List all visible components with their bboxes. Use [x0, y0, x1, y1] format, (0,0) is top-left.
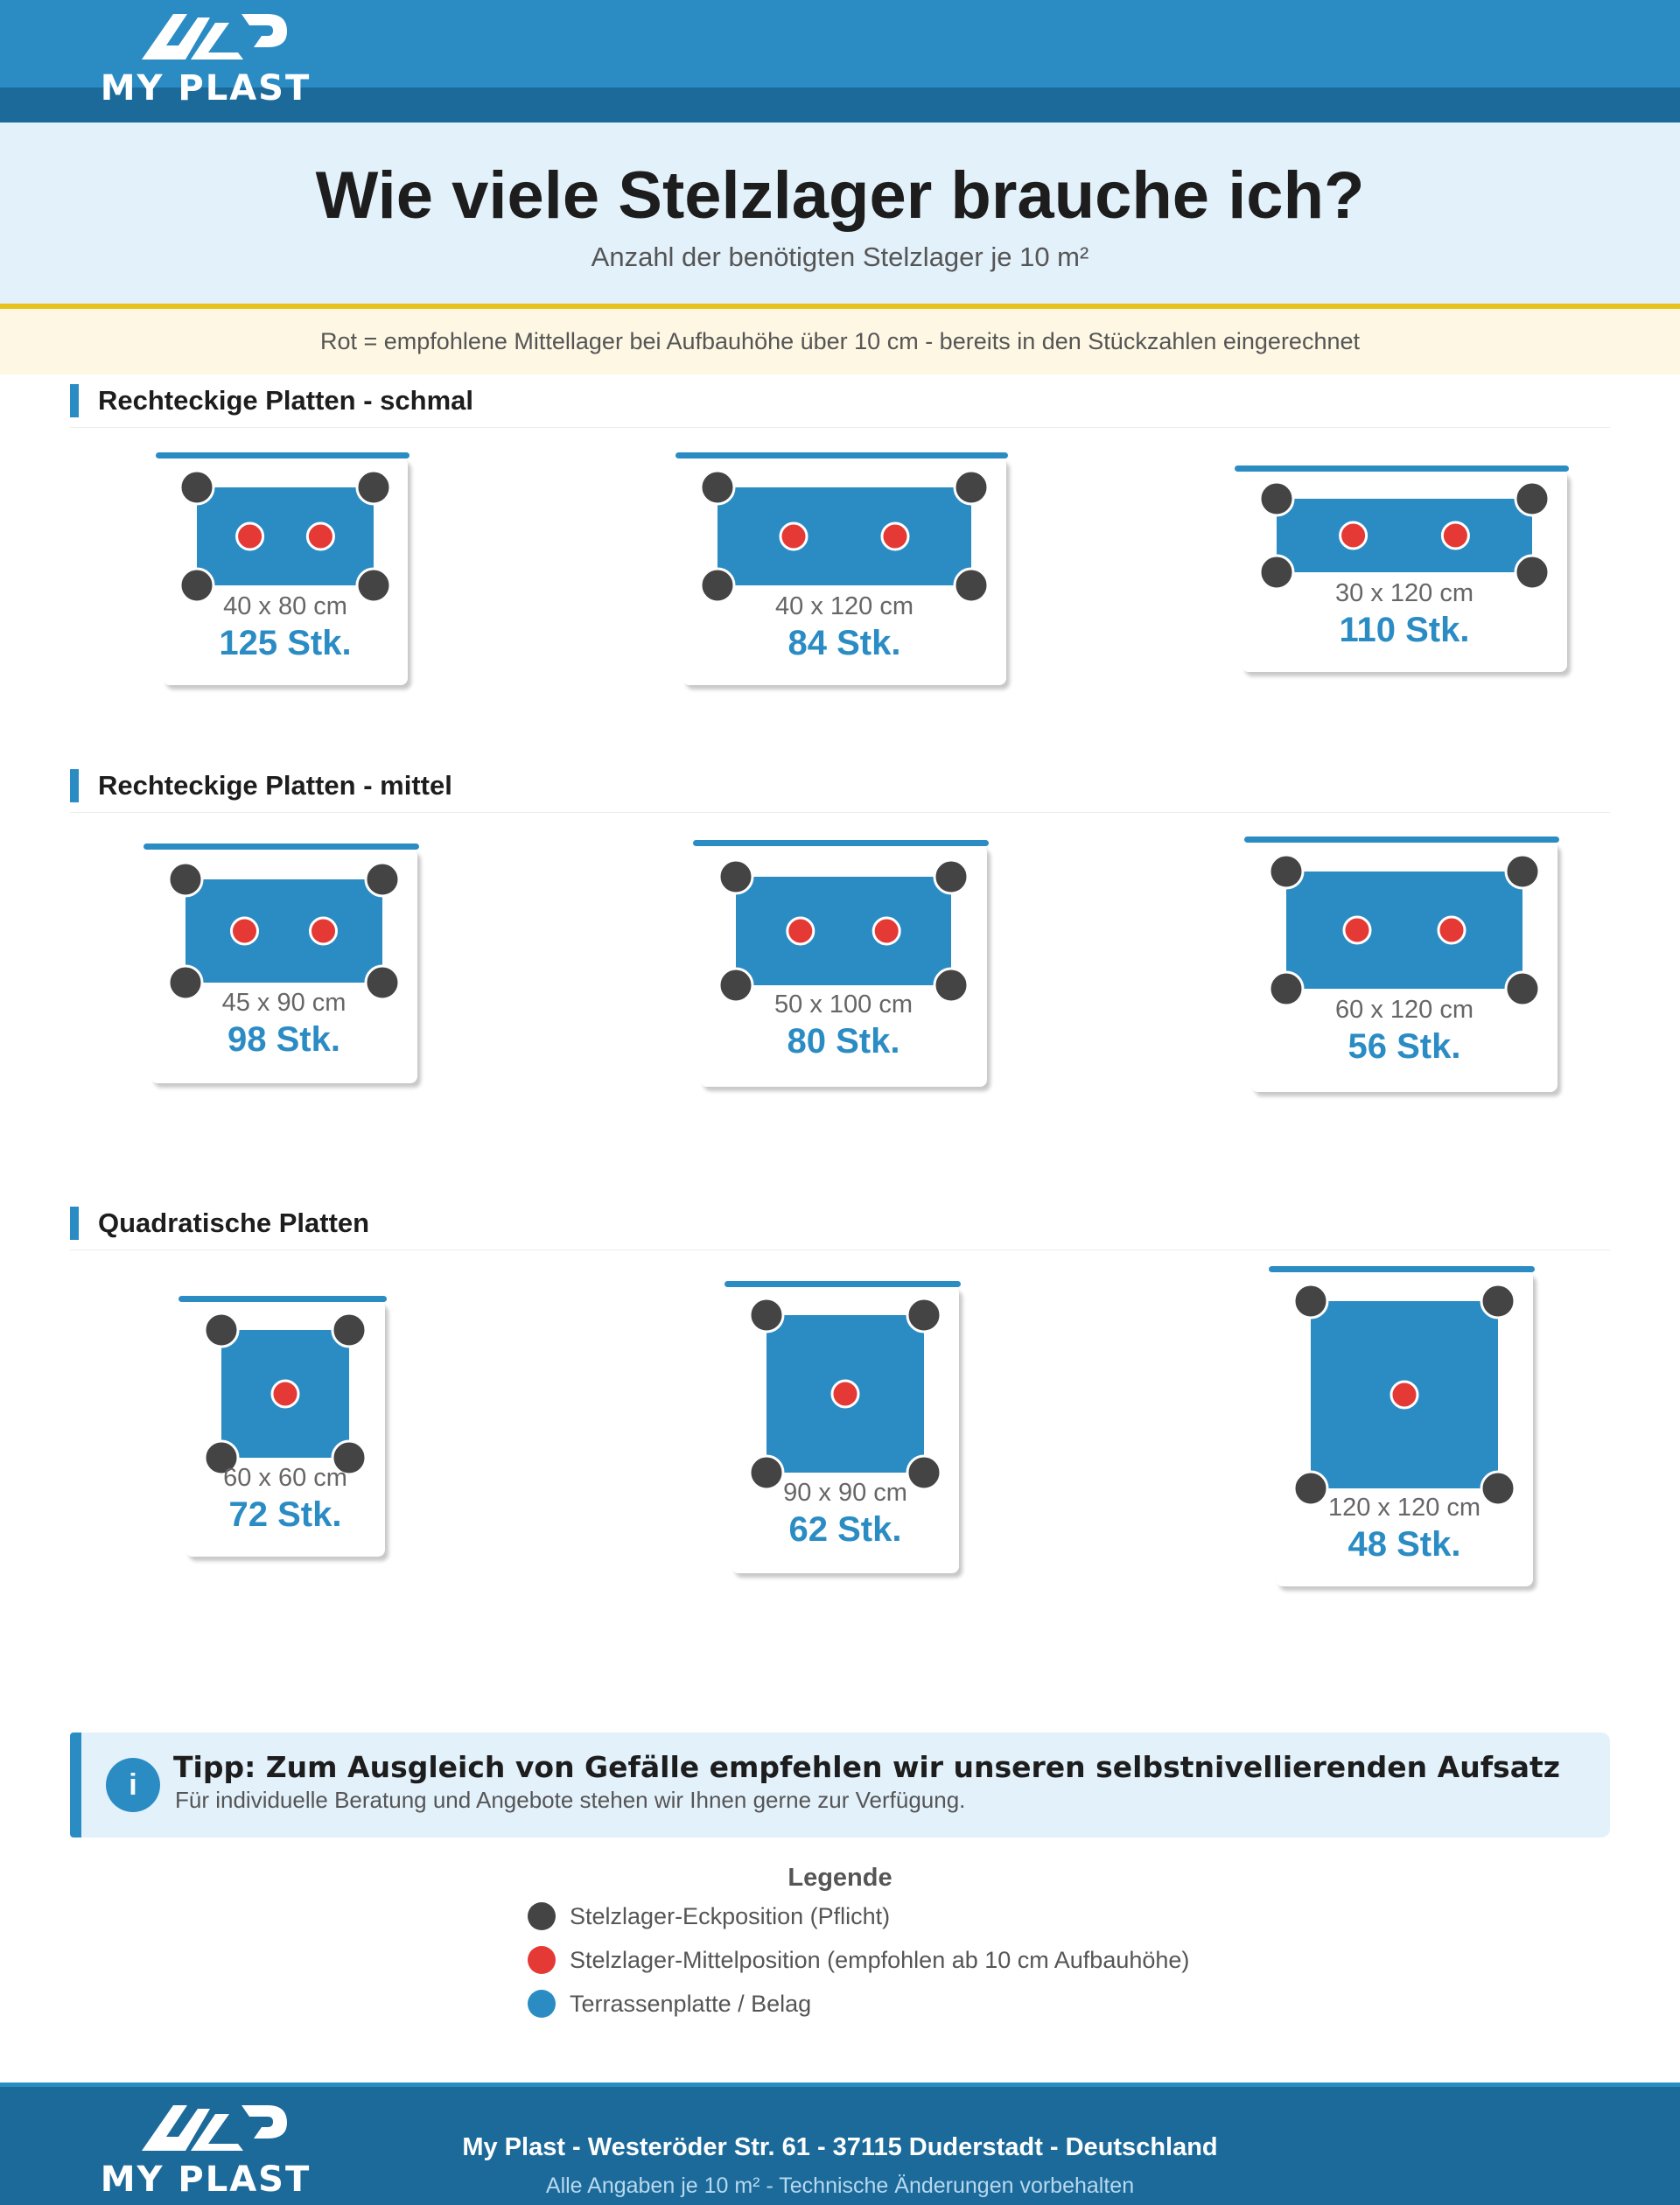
corner-support-icon — [1481, 1284, 1515, 1318]
middle-support-icon — [788, 918, 814, 944]
plate-card — [186, 1301, 385, 1557]
middle-support-icon — [832, 1381, 858, 1407]
plate-size: 30 x 120 cm — [1335, 579, 1474, 607]
plate-size: 90 x 90 cm — [783, 1479, 907, 1507]
plate-shape — [197, 487, 374, 585]
corner-support-icon — [934, 860, 968, 893]
plate-diagram — [186, 1301, 385, 1484]
section-title: Rechteckige Platten - schmal — [98, 385, 473, 416]
page-title: Wie viele Stelzlager brauche ich? — [315, 158, 1365, 233]
corner-support-icon — [1516, 482, 1549, 515]
logo — [70, 7, 341, 108]
middle-support-icon — [882, 523, 908, 550]
tip-box — [70, 1732, 1610, 1838]
middle-support-icon — [1438, 917, 1465, 943]
plate-shape — [718, 487, 971, 585]
plate-diagram — [700, 845, 987, 1012]
plate-quantity: 84 Stk. — [788, 624, 901, 662]
corner-support-icon — [1506, 855, 1539, 888]
plate-diagram — [682, 458, 1006, 612]
footer-address: My Plast - Westeröder Str. 61 - 37115 Duderstadt - Deutschland — [462, 2133, 1218, 2161]
section-heading-mittel — [70, 769, 1610, 813]
corner-support-icon — [180, 471, 214, 504]
middle-support-icon — [1391, 1382, 1418, 1408]
plate-quantity: 56 Stk. — [1348, 1027, 1461, 1066]
middle-support-icon — [1340, 522, 1367, 549]
plate-card — [163, 458, 408, 685]
section-title: Rechteckige Platten - mittel — [98, 770, 452, 801]
section-title: Quadratische Platten — [98, 1208, 370, 1238]
info-icon: i — [106, 1758, 160, 1812]
plate-quantity: 80 Stk. — [787, 1022, 900, 1060]
plate-icon — [528, 1990, 556, 2018]
tip-text: Für individuelle Beratung und Angebote stehen wir Ihnen gerne zur Verfügung. — [175, 1787, 966, 1813]
plate-quantity: 125 Stk. — [219, 624, 352, 662]
footer-logo — [70, 2098, 341, 2199]
corner-support-icon — [1294, 1284, 1327, 1318]
middle-support-icon — [272, 1381, 298, 1407]
logo-text: MY PLAST — [100, 2160, 312, 2200]
plate-diagram — [163, 458, 408, 612]
logo-text: MY PLAST — [100, 68, 312, 108]
plate-card — [1242, 471, 1567, 672]
logo-mark-icon — [70, 7, 341, 68]
plate-quantity: 98 Stk. — [228, 1020, 340, 1059]
corner-support-icon — [701, 471, 734, 504]
plate-size: 45 x 90 cm — [221, 989, 346, 1017]
middle-support-icon — [873, 918, 900, 944]
corner-support-icon — [205, 1313, 238, 1347]
corner-support-icon — [332, 1313, 366, 1347]
plate-shape — [736, 877, 951, 985]
logo-mark-icon — [70, 2098, 341, 2160]
corner-support-icon — [357, 471, 390, 504]
section-heading-quadratisch — [70, 1207, 1610, 1250]
tip-headline: Tipp: Zum Ausgleich von Gefälle empfehlen wir unseren selbstnivellierenden Aufsatz — [173, 1750, 1560, 1784]
plate-size: 60 x 60 cm — [223, 1464, 347, 1492]
legend-title: Legende — [788, 1864, 892, 1892]
plate-shape — [186, 879, 382, 983]
plate-size: 40 x 80 cm — [223, 592, 347, 620]
corner-support-icon — [750, 1298, 783, 1332]
plate-diagram — [150, 849, 417, 1009]
corner-support-icon — [366, 863, 399, 896]
plate-diagram — [1276, 1271, 1533, 1515]
corner-support-icon — [719, 860, 752, 893]
corner-support-icon — [528, 1902, 556, 1930]
corner-support-icon — [169, 863, 202, 896]
legend-label: Stelzlager-Mittelposition (empfohlen ab 10 cm Aufbauhöhe) — [570, 1947, 1190, 1973]
middle-support-icon — [780, 523, 807, 550]
corner-support-icon — [955, 471, 988, 504]
plate-card — [700, 845, 987, 1087]
plate-diagram — [1251, 842, 1558, 1015]
footer-fine-print: Alle Angaben je 10 m² - Technische Änderungen vorbehalten — [545, 2174, 1135, 2198]
middle-support-icon — [237, 523, 263, 550]
title-area — [0, 122, 1680, 306]
corner-support-icon — [1270, 855, 1303, 888]
legend-label: Stelzlager-Eckposition (Pflicht) — [570, 1903, 891, 1929]
corner-support-icon — [907, 1298, 941, 1332]
plate-quantity: 62 Stk. — [788, 1510, 902, 1549]
plate-card — [1276, 1271, 1533, 1586]
plate-quantity: 110 Stk. — [1339, 611, 1470, 649]
corner-support-icon — [1260, 482, 1293, 515]
middle-support-icon — [232, 918, 258, 944]
plate-size: 120 x 120 cm — [1327, 1494, 1481, 1522]
page-subtitle: Anzahl der benötigten Stelzlager je 10 m² — [591, 242, 1089, 272]
middle-support-icon — [1344, 917, 1370, 943]
plate-size: 60 x 120 cm — [1335, 996, 1474, 1024]
plate-card — [732, 1286, 959, 1573]
note-bar: Rot = empfohlene Mittellager bei Aufbauhöhe über 10 cm - bereits in den Stückzahlen eingerechnet — [0, 309, 1680, 374]
plate-card — [682, 458, 1006, 685]
plate-size: 50 x 100 cm — [774, 990, 913, 1018]
middle-support-icon — [1442, 522, 1468, 549]
plate-quantity: 72 Stk. — [228, 1495, 342, 1534]
plate-diagram — [732, 1286, 959, 1499]
middle-support-icon — [528, 1946, 556, 1974]
footer — [0, 2082, 1680, 2205]
plate-shape — [1286, 872, 1522, 989]
plate-card — [1251, 842, 1558, 1092]
section-heading-schmal — [70, 384, 1610, 428]
top-header — [0, 0, 1680, 122]
middle-support-icon — [311, 918, 337, 944]
plate-card — [150, 849, 417, 1083]
plate-shape — [1277, 499, 1532, 572]
plate-quantity: 48 Stk. — [1348, 1525, 1461, 1564]
plate-size: 40 x 120 cm — [775, 592, 914, 620]
legend-label: Terrassenplatte / Belag — [570, 1991, 812, 2017]
middle-support-icon — [307, 523, 333, 550]
